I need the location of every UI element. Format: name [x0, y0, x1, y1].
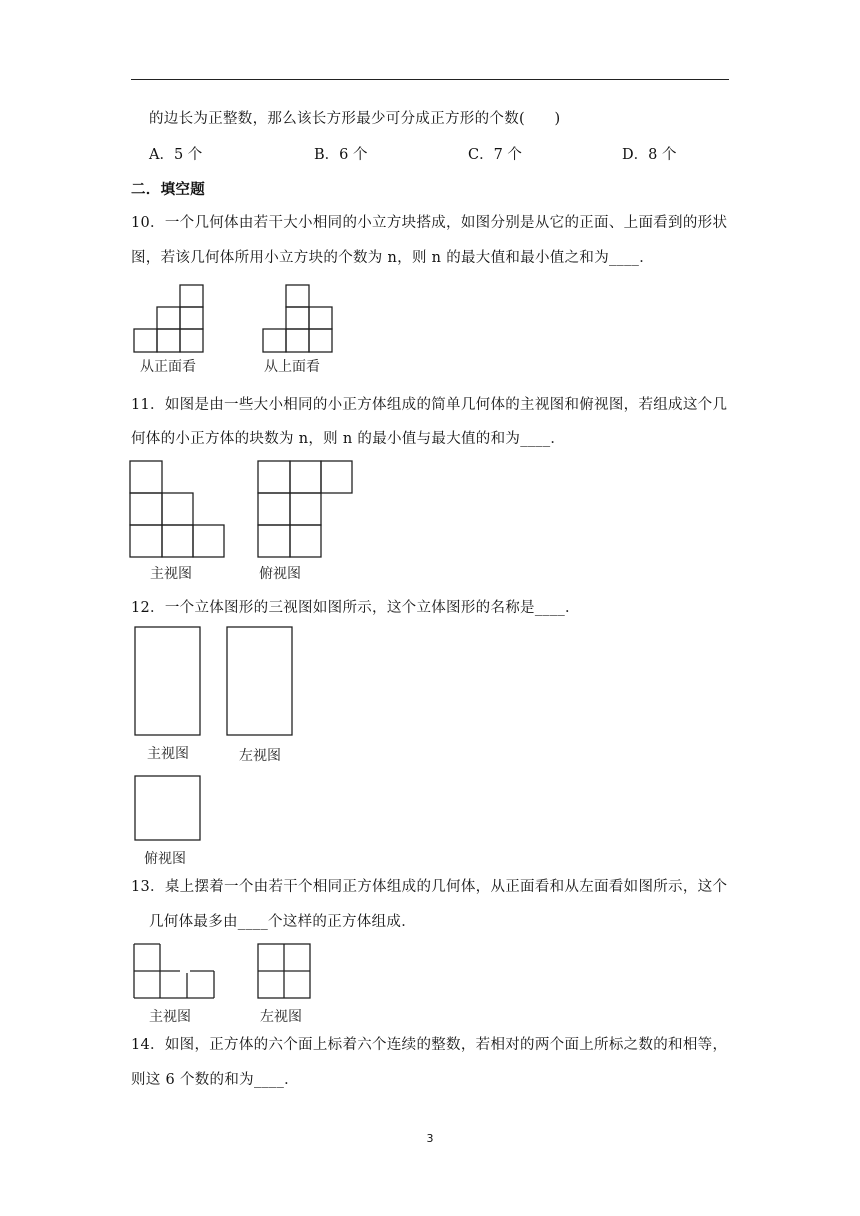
- q13-caption-front: 主视图: [149, 1009, 191, 1025]
- q12-line1: 12．一个立体图形的三视图如图所示，这个立体图形的名称是____．: [131, 600, 580, 616]
- q12-top-view-figure: [134, 775, 202, 843]
- header-rule: [131, 79, 729, 80]
- q9-continuation: 的边长为正整数，那么该长方形最少可分成正方形的个数( ): [149, 111, 561, 127]
- q12-caption-front: 主视图: [147, 746, 189, 762]
- section-heading: 二．填空题: [131, 181, 205, 198]
- q9-option-b: B．6 个: [314, 147, 368, 163]
- q11-line1: 11．如图是由一些大小相同的小正方体组成的简单几何体的主视图和俯视图，若组成这个几: [131, 397, 728, 413]
- q10-top-view-figure: [262, 284, 334, 354]
- q13-caption-left: 左视图: [260, 1009, 302, 1025]
- q10-caption-top: 从上面看: [264, 359, 320, 375]
- q11-caption-top: 俯视图: [259, 566, 301, 582]
- q9-option-c: C．7 个: [468, 147, 522, 163]
- q14-line1: 14．如图，正方体的六个面上标着六个连续的整数，若相对的两个面上所标之数的和相等，: [131, 1037, 728, 1053]
- q12-front-view-figure: [134, 626, 202, 738]
- q13-line1: 13．桌上摆着一个由若干个相同正方体组成的几何体，从正面看和从左面看如图所示，这个: [131, 879, 728, 895]
- q10-caption-front: 从正面看: [140, 359, 196, 375]
- q11-caption-front: 主视图: [150, 566, 192, 582]
- q11-front-view-figure: [129, 460, 227, 560]
- q11-top-view-figure: [257, 460, 355, 560]
- q10-line2: 图，若该几何体所用小立方块的个数为 n，则 n 的最大值和最小值之和为____．: [131, 250, 655, 266]
- q12-caption-left: 左视图: [239, 748, 281, 764]
- q9-option-a: A．5 个: [149, 147, 203, 163]
- q12-left-view-figure: [226, 626, 294, 738]
- q13-front-view-figure: [133, 943, 217, 1001]
- q14-line2: 则这 6 个数的和为____．: [131, 1072, 299, 1088]
- q9-option-d: D．8 个: [622, 147, 677, 163]
- q11-line2: 何体的小正方体的块数为 n，则 n 的最小值与最大值的和为____．: [131, 431, 566, 447]
- q12-caption-top: 俯视图: [144, 851, 186, 867]
- page-number: 3: [426, 1132, 434, 1145]
- q13-left-view-figure: [257, 943, 313, 1001]
- q10-line1: 10．一个几何体由若干大小相同的小立方块搭成，如图分别是从它的正面、上面看到的形状: [131, 215, 728, 231]
- q10-front-view-figure: [133, 284, 205, 354]
- q13-line2: 几何体最多由____个这样的正方体组成．: [149, 914, 416, 930]
